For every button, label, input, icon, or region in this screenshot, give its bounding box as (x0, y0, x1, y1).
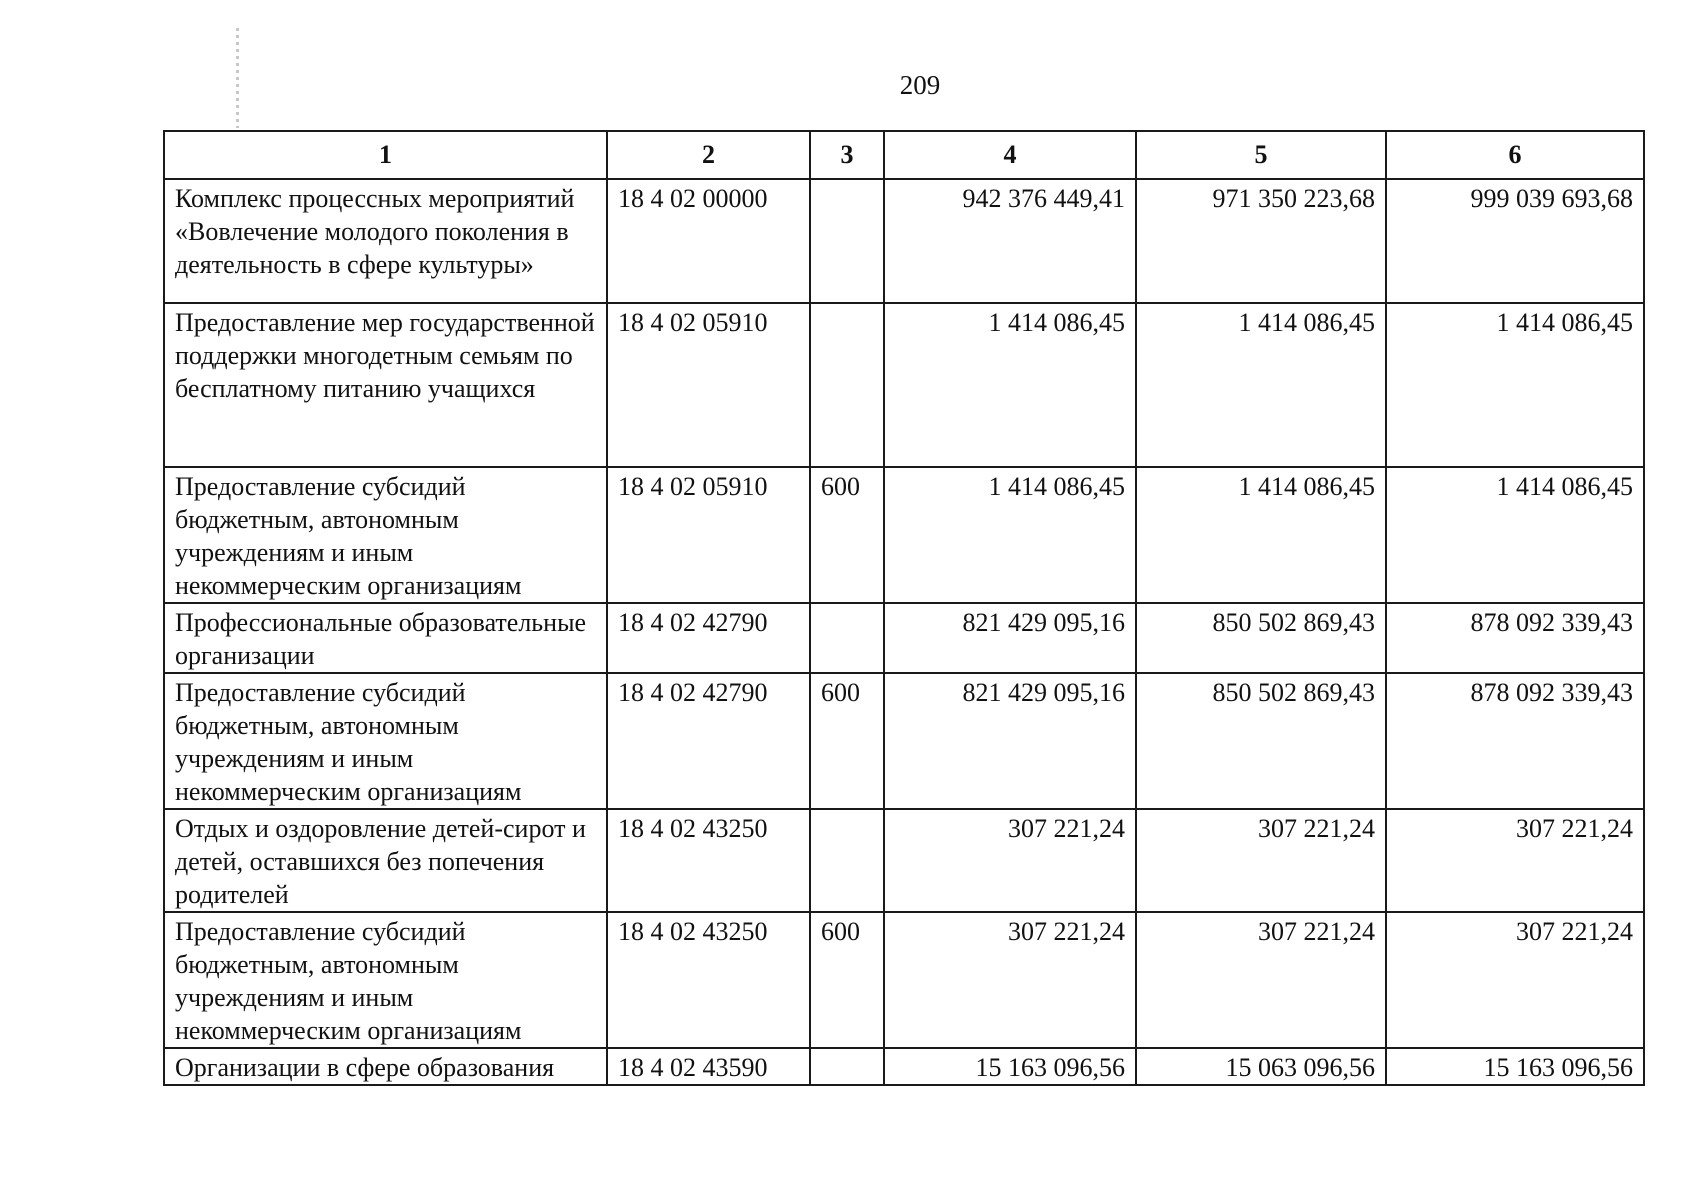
table-row (164, 303, 1644, 467)
row-name-cell: Предоставление мер государственной поддержки многодетным семьям по бесплатному питанию учащихся (164, 303, 607, 467)
row-name-cell: Комплекс процессных мероприятий «Вовлечение молодого поколения в деятельность в сфере культуры» (164, 179, 607, 303)
table-header-row (164, 131, 1644, 179)
row-expense-type-cell (810, 1048, 884, 1085)
row-name-cell: Предоставление субсидий бюджетным, автономным учреждениям и иным некоммерческим организациям (164, 673, 607, 809)
row-amount-1-cell: 821 429 095,16 (884, 603, 1136, 673)
row-expense-type-cell (810, 603, 884, 673)
table-row (164, 1048, 1644, 1085)
row-amount-2-cell: 307 221,24 (1136, 809, 1386, 912)
row-expense-type-cell: 600 (810, 912, 884, 1048)
row-name-cell: Профессиональные образовательные организации (164, 603, 607, 673)
row-expense-type-cell: 600 (810, 673, 884, 809)
row-amount-2-cell: 307 221,24 (1136, 912, 1386, 1048)
table-row (164, 603, 1644, 673)
row-amount-2-cell: 1 414 086,45 (1136, 303, 1386, 467)
row-amount-1-cell: 307 221,24 (884, 912, 1136, 1048)
row-name-cell: Организации в сфере образования (164, 1048, 607, 1085)
row-code-cell: 18 4 02 43590 (607, 1048, 810, 1085)
column-header-amount-3: 6 (1386, 131, 1644, 179)
row-code-cell: 18 4 02 42790 (607, 603, 810, 673)
row-amount-1-cell: 307 221,24 (884, 809, 1136, 912)
row-amount-3-cell: 878 092 339,43 (1386, 673, 1644, 809)
row-amount-1-cell: 15 163 096,56 (884, 1048, 1136, 1085)
row-name-cell: Предоставление субсидий бюджетным, автономным учреждениям и иным некоммерческим организациям (164, 912, 607, 1048)
row-amount-1-cell: 942 376 449,41 (884, 179, 1136, 303)
column-header-code: 2 (607, 131, 810, 179)
row-code-cell: 18 4 02 42790 (607, 673, 810, 809)
row-amount-2-cell: 850 502 869,43 (1136, 673, 1386, 809)
row-amount-1-cell: 821 429 095,16 (884, 673, 1136, 809)
table-row (164, 467, 1644, 603)
row-expense-type-cell: 600 (810, 467, 884, 603)
row-expense-type-cell (810, 179, 884, 303)
row-amount-3-cell: 307 221,24 (1386, 912, 1644, 1048)
row-code-cell: 18 4 02 05910 (607, 303, 810, 467)
row-expense-type-cell (810, 809, 884, 912)
column-header-expense-type: 3 (810, 131, 884, 179)
row-amount-1-cell: 1 414 086,45 (884, 303, 1136, 467)
row-amount-3-cell: 1 414 086,45 (1386, 303, 1644, 467)
budget-table (163, 130, 1645, 1086)
row-amount-3-cell: 999 039 693,68 (1386, 179, 1644, 303)
row-code-cell: 18 4 02 43250 (607, 809, 810, 912)
row-amount-3-cell: 878 092 339,43 (1386, 603, 1644, 673)
row-code-cell: 18 4 02 43250 (607, 912, 810, 1048)
row-amount-3-cell: 15 163 096,56 (1386, 1048, 1644, 1085)
row-amount-3-cell: 1 414 086,45 (1386, 467, 1644, 603)
column-header-name: 1 (164, 131, 607, 179)
row-name-cell: Предоставление субсидий бюджетным, автономным учреждениям и иным некоммерческим организациям (164, 467, 607, 603)
row-code-cell: 18 4 02 00000 (607, 179, 810, 303)
table-row (164, 673, 1644, 809)
row-amount-2-cell: 1 414 086,45 (1136, 467, 1386, 603)
column-header-amount-2: 5 (1136, 131, 1386, 179)
row-amount-2-cell: 971 350 223,68 (1136, 179, 1386, 303)
page-number: 209 (899, 70, 941, 100)
row-amount-2-cell: 15 063 096,56 (1136, 1048, 1386, 1085)
row-expense-type-cell (810, 303, 884, 467)
table-row (164, 809, 1644, 912)
row-amount-3-cell: 307 221,24 (1386, 809, 1644, 912)
table-row (164, 912, 1644, 1048)
row-name-cell: Отдых и оздоровление детей-сирот и детей, оставшихся без попечения родителей (164, 809, 607, 912)
row-code-cell: 18 4 02 05910 (607, 467, 810, 603)
column-header-amount-1: 4 (884, 131, 1136, 179)
table-row (164, 179, 1644, 303)
row-amount-2-cell: 850 502 869,43 (1136, 603, 1386, 673)
row-amount-1-cell: 1 414 086,45 (884, 467, 1136, 603)
